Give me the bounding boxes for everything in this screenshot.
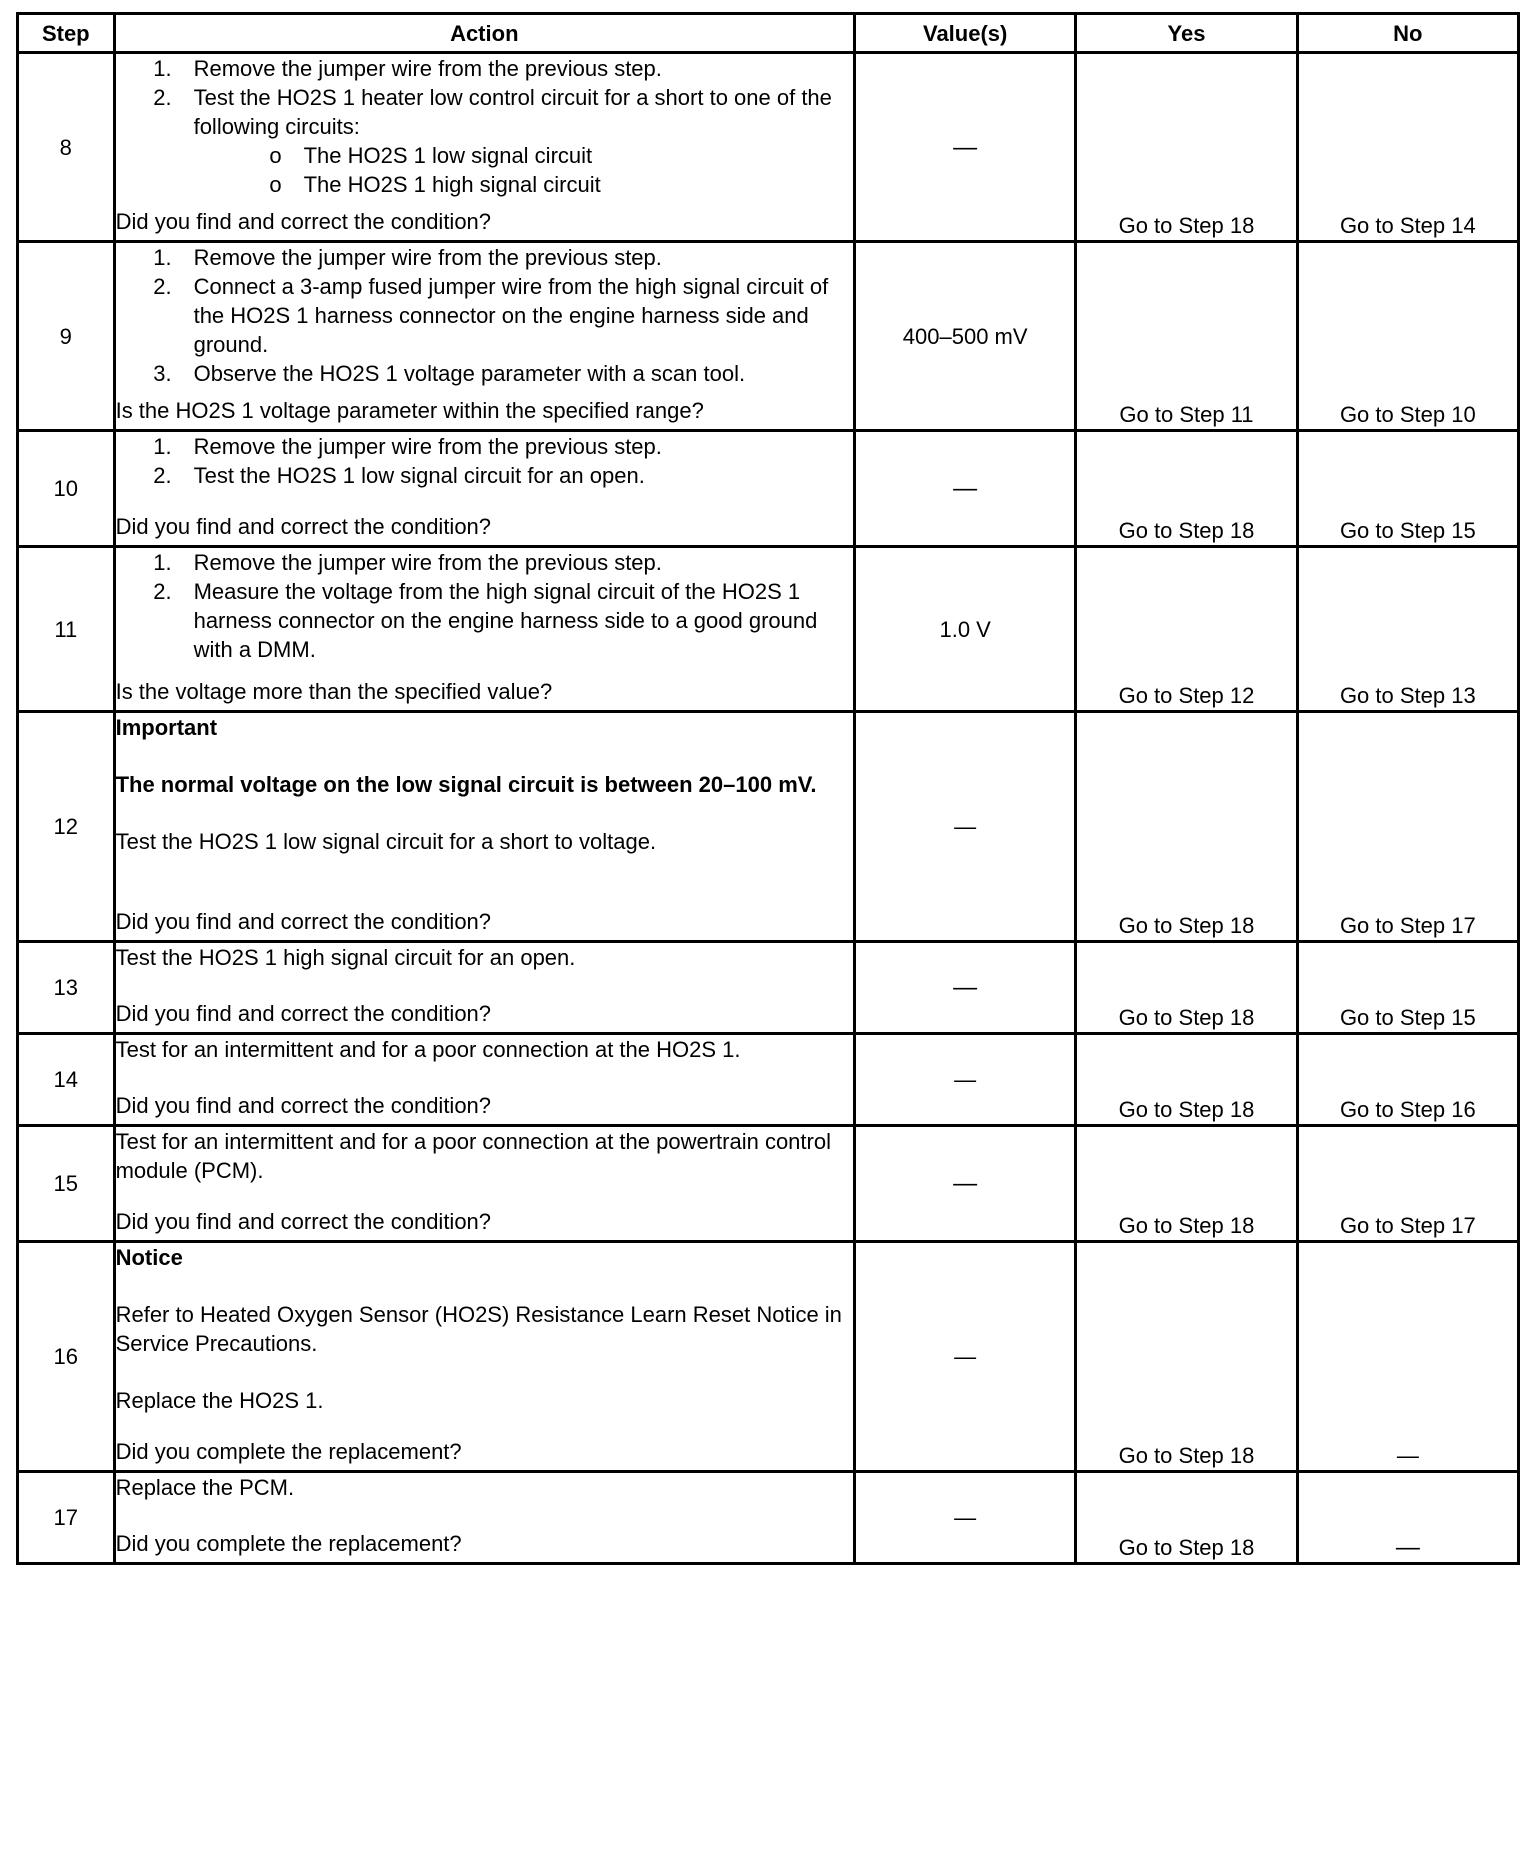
question-text: Did you find and correct the condition?: [115, 1209, 492, 1234]
sub-item-text: The HO2S 1 low signal circuit: [303, 143, 593, 168]
table-row-step-13: [18, 942, 1519, 1034]
action-text: Test the HO2S 1 high signal circuit for an open.: [115, 945, 576, 970]
question-text: Did you complete the replacement?: [115, 1439, 462, 1464]
question-text: Did you find and correct the condition?: [115, 209, 492, 234]
action-cell: [114, 53, 854, 242]
sub-item: [116, 170, 853, 199]
no-cell: Go to Step 14: [1297, 53, 1518, 242]
item-text: Remove the jumper wire from the previous step.: [193, 56, 662, 81]
value-cell: —: [855, 1472, 1076, 1564]
no-cell: Go to Step 15: [1297, 942, 1518, 1034]
value-cell: —: [855, 942, 1076, 1034]
question-text: Is the voltage more than the specified value?: [115, 679, 553, 704]
bullet-icon: o: [269, 172, 282, 197]
question-text: Did you find and correct the condition?: [115, 1093, 492, 1118]
diagnostic-table: [16, 12, 1520, 1565]
step-number: 12: [18, 712, 115, 942]
action-cell: [114, 1472, 854, 1564]
action-item: [116, 461, 853, 490]
action-item: [116, 432, 853, 461]
table-row-step-11: [18, 547, 1519, 712]
diagnostic-table-wrapper: [16, 12, 1520, 1565]
item-text: Test the HO2S 1 low signal circuit for an open.: [193, 463, 645, 488]
bullet-icon: o: [269, 143, 282, 168]
header-step: Step: [18, 14, 115, 53]
step-number: 17: [18, 1472, 115, 1564]
table-row-step-16: [18, 1242, 1519, 1472]
value-cell: —: [855, 712, 1076, 942]
action-text: Replace the HO2S 1.: [115, 1388, 324, 1413]
item-number: 2.: [153, 463, 172, 488]
sub-item: [116, 141, 853, 170]
step-number: 14: [18, 1034, 115, 1126]
action-cell: [114, 242, 854, 431]
item-text: Remove the jumper wire from the previous step.: [193, 434, 662, 459]
action-item: [116, 83, 853, 141]
header-action: Action: [114, 14, 854, 53]
yes-cell: Go to Step 18: [1076, 1126, 1297, 1242]
value-cell: —: [855, 1242, 1076, 1472]
action-item: [116, 577, 853, 664]
action-cell: [114, 1034, 854, 1126]
action-cell: [114, 942, 854, 1034]
no-cell: —: [1297, 1472, 1518, 1564]
value-cell: —: [855, 431, 1076, 547]
step-number: 16: [18, 1242, 115, 1472]
table-row-step-8: [18, 53, 1519, 242]
action-text: Test the HO2S 1 low signal circuit for a short to voltage.: [115, 829, 657, 854]
value-cell: —: [855, 53, 1076, 242]
yes-cell: Go to Step 18: [1076, 431, 1297, 547]
no-cell: Go to Step 16: [1297, 1034, 1518, 1126]
step-number: 13: [18, 942, 115, 1034]
no-cell: —: [1297, 1242, 1518, 1472]
value-cell: —: [855, 1126, 1076, 1242]
action-text: Test for an intermittent and for a poor connection at the HO2S 1.: [115, 1037, 741, 1062]
item-number: 2.: [153, 579, 172, 604]
table-row-step-15: [18, 1126, 1519, 1242]
yes-cell: Go to Step 18: [1076, 1472, 1297, 1564]
header-no: No: [1297, 14, 1518, 53]
sub-item-text: The HO2S 1 high signal circuit: [303, 172, 601, 197]
item-number: 1.: [153, 550, 172, 575]
important-note: The normal voltage on the low signal circuit is between 20–100 mV.: [115, 772, 817, 797]
question-text: Did you find and correct the condition?: [115, 514, 492, 539]
action-cell: [114, 1242, 854, 1472]
item-number: 3.: [153, 361, 172, 386]
step-number: 9: [18, 242, 115, 431]
value-cell: 400–500 mV: [855, 242, 1076, 431]
item-number: 1.: [153, 434, 172, 459]
item-number: 2.: [153, 274, 172, 299]
no-cell: Go to Step 17: [1297, 712, 1518, 942]
yes-cell: Go to Step 18: [1076, 712, 1297, 942]
no-cell: Go to Step 10: [1297, 242, 1518, 431]
item-text: Remove the jumper wire from the previous step.: [193, 550, 662, 575]
notice-heading: Notice: [115, 1245, 183, 1270]
action-cell: [114, 712, 854, 942]
item-text: Connect a 3-amp fused jumper wire from the high signal circuit of the HO2S 1 harness connector on the engine harness side and ground.: [193, 274, 829, 357]
question-text: Did you find and correct the condition?: [115, 1001, 492, 1026]
item-text: Remove the jumper wire from the previous step.: [193, 245, 662, 270]
action-item: [116, 272, 853, 359]
yes-cell: Go to Step 18: [1076, 942, 1297, 1034]
header-yes: Yes: [1076, 14, 1297, 53]
table-row-step-14: [18, 1034, 1519, 1126]
item-text: Test the HO2S 1 heater low control circuit for a short to one of the following circuits:: [193, 85, 832, 139]
yes-cell: Go to Step 12: [1076, 547, 1297, 712]
table-row-step-17: [18, 1472, 1519, 1564]
action-item: [116, 54, 853, 83]
table-row-step-10: [18, 431, 1519, 547]
action-cell: [114, 431, 854, 547]
value-cell: —: [855, 1034, 1076, 1126]
action-item: [116, 243, 853, 272]
question-text: Did you complete the replacement?: [115, 1531, 462, 1556]
yes-cell: Go to Step 18: [1076, 53, 1297, 242]
action-cell: [114, 547, 854, 712]
action-cell: [114, 1126, 854, 1242]
step-number: 8: [18, 53, 115, 242]
notice-text: Refer to Heated Oxygen Sensor (HO2S) Resistance Learn Reset Notice in Service Precautions.: [115, 1302, 842, 1356]
table-row-step-12: [18, 712, 1519, 942]
important-heading: Important: [115, 715, 218, 740]
question-text: Did you find and correct the condition?: [115, 909, 492, 934]
item-number: 1.: [153, 245, 172, 270]
yes-cell: Go to Step 18: [1076, 1242, 1297, 1472]
action-item: [116, 548, 853, 577]
value-cell: 1.0 V: [855, 547, 1076, 712]
no-cell: Go to Step 17: [1297, 1126, 1518, 1242]
item-text: Observe the HO2S 1 voltage parameter with a scan tool.: [193, 361, 746, 386]
step-number: 15: [18, 1126, 115, 1242]
step-number: 11: [18, 547, 115, 712]
item-number: 2.: [153, 85, 172, 110]
header-values: Value(s): [855, 14, 1076, 53]
item-text: Measure the voltage from the high signal circuit of the HO2S 1 harness connector on the engine harness side to a good ground with a DMM.: [193, 579, 818, 662]
question-text: Is the HO2S 1 voltage parameter within the specified range?: [115, 398, 704, 423]
action-item: [116, 359, 853, 388]
no-cell: Go to Step 15: [1297, 431, 1518, 547]
table-row-step-9: [18, 242, 1519, 431]
action-text: Replace the PCM.: [115, 1475, 295, 1500]
yes-cell: Go to Step 18: [1076, 1034, 1297, 1126]
item-number: 1.: [153, 56, 172, 81]
action-text: Test for an intermittent and for a poor connection at the powertrain control module (PCM).: [115, 1129, 831, 1183]
no-cell: Go to Step 13: [1297, 547, 1518, 712]
yes-cell: Go to Step 11: [1076, 242, 1297, 431]
step-number: 10: [18, 431, 115, 547]
header-row: [18, 14, 1519, 53]
